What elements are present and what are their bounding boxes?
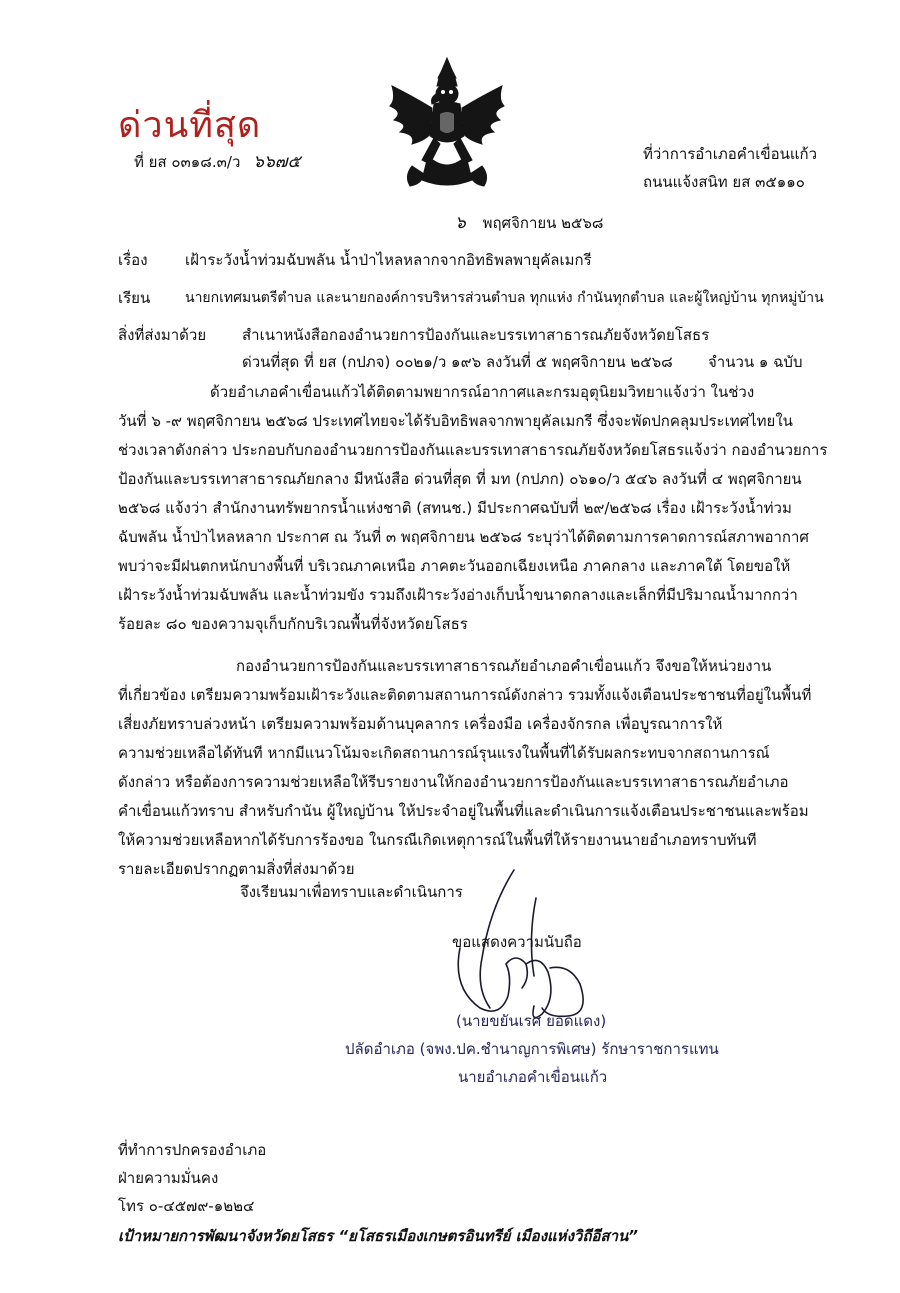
body-paragraph-1 xyxy=(118,378,848,639)
subject-label: เรื่อง xyxy=(118,251,148,269)
office-name: ที่ว่าการอำเภอคำเขื่อนแก้ว xyxy=(643,145,818,163)
paragraph-line: ให้ความช่วยเหลือหากได้รับการร้องขอ ในกรณีเกิดเหตุการณ์ในพื้นที่ให้รายงานนายอำเภอทราบทันที xyxy=(118,831,757,849)
enclosure-label: สิ่งที่ส่งมาด้วย xyxy=(118,326,207,344)
urgency-stamp: ด่วนที่สุด xyxy=(118,105,262,146)
paragraph-line: คำเขื่อนแก้วทราบ สำหรับกำนัน ผู้ใหญ่บ้าน ให้ประจำอยู่ในพื้นที่และดำเนินการแจ้งเตือนประชาชนและพร้อม xyxy=(118,802,809,820)
paragraph-line: เฝ้าระวังน้ำท่วมฉับพลัน และน้ำท่วมขัง รวมถึงเฝ้าระวังอ่างเก็บน้ำขนาดกลางและเล็กที่มีปริมาณน้ำมากกว่า xyxy=(118,586,798,604)
paragraph-line: รายละเอียดปรากฏตามสิ่งที่ส่งมาด้วย xyxy=(118,860,355,878)
regards-text: ขอแสดงความนับถือ xyxy=(452,933,582,951)
office-address: ถนนแจ้งสนิท ยส ๓๕๑๑๐ xyxy=(643,173,805,191)
footer-phone: โทร ๐-๔๕๗๙-๑๒๒๔ xyxy=(118,1197,255,1215)
paragraph-line: ร้อยละ ๘๐ ของความจุเก็บกักบริเวณพื้นที่จังหวัดยโสธร xyxy=(118,615,468,633)
footer-section: ฝ่ายความมั่นคง xyxy=(118,1169,219,1187)
paragraph-line: ช่วงเวลาดังกล่าว ประกอบกับกองอำนวยการป้องกันและบรรเทาสาธารณภัยจังหวัดยโสธรแจ้งว่า กองอำนวยการ xyxy=(118,441,828,459)
garuda-emblem-icon xyxy=(382,56,512,194)
footer-office: ที่ทำการปกครองอำเภอ xyxy=(118,1141,267,1159)
paragraph-line: ความช่วยเหลือได้ทันที หากมีแนวโน้มจะเกิดสถานการณ์รุนแรงในพื้นที่ได้รับผลกระทบจากสถานการณ์ xyxy=(118,744,770,762)
doc-number xyxy=(134,152,300,172)
paragraph-line: วันที่ ๖ -๙ พฤศจิกายน ๒๕๖๘ ประเทศไทยจะได้รับอิทธิพลจากพายุคัลเมกรี ซึ่งจะพัดปกคลุมประเทศไทยใน xyxy=(118,412,793,430)
enclosure-line1: สำเนาหนังสือกองอำนวยการป้องกันและบรรเทาสาธารณภัยจังหวัดยโสธร xyxy=(242,326,710,344)
body-paragraph-2 xyxy=(118,652,848,884)
paragraph-line: ๒๕๖๘ แจ้งว่า สำนักงานทรัพยากรน้ำแห่งชาติ (สทนช.) มีประกาศฉบับที่ ๒๙/๒๕๖๘ เรื่อง เฝ้าระวังน้ำท่วม xyxy=(118,499,792,517)
subject-text: เฝ้าระวังน้ำท่วมฉับพลัน น้ำป่าไหลหลากจากอิทธิพลพายุคัลเมกรี xyxy=(185,251,592,269)
doc-number-handwritten: ๖๖๗๕ xyxy=(253,152,301,172)
date-text: พฤศจิกายน ๒๕๖๘ xyxy=(482,214,604,232)
footer-motto: เป้าหมายการพัฒนาจังหวัดยโสธร “ยโสธรเมืองเกษตรอินทรีย์ เมืองแห่งวิถีอีสาน” xyxy=(118,1227,638,1245)
paragraph-line: ป้องกันและบรรเทาสาธารณภัยกลาง มีหนังสือ ด่วนที่สุด ที่ มท (กปภก) ๐๖๑๐/ว ๕๔๖ ลงวันที่ ๔ พฤศจิกายน xyxy=(118,470,802,488)
document-date xyxy=(455,213,604,233)
enclosure-line2: ด่วนที่สุด ที่ ยส (กปภจ) ๐๐๒๑/ว ๑๙๖ ลงวันที่ ๕ พฤศจิกายน ๒๕๖๘ xyxy=(242,353,673,371)
paragraph-line: ฉับพลัน น้ำป่าไหลหลาก ประกาศ ณ วันที่ ๓ พฤศจิกายน ๒๕๖๘ ระบุว่าได้ติดตามการคาดการณ์สภาพอากาศ xyxy=(118,528,809,546)
paragraph-line: เสี่ยงภัยทราบล่วงหน้า เตรียมความพร้อมด้านบุคลากร เครื่องมือ เครื่องจักรกล เพื่อบูรณาการให้ xyxy=(118,715,723,733)
date-handwritten: ๖ xyxy=(455,213,466,233)
doc-number-prefix: ที่ ยส ๐๓๑๘.๓/ว xyxy=(134,153,241,171)
enclosure-count: จำนวน ๑ ฉบับ xyxy=(708,353,803,371)
paragraph-line: ดังกล่าว หรือต้องการความช่วยเหลือให้รีบรายงานให้กองอำนวยการป้องกันและบรรเทาสาธารณภัยอำเภอ xyxy=(118,773,789,791)
signer-name: (นายขยันเรศ ยอดแดง) xyxy=(456,1012,607,1030)
signer-position-1: ปลัดอำเภอ (จพง.ปค.ชำนาญการพิเศษ) รักษาราชการแทน xyxy=(345,1040,719,1058)
paragraph-line: พบว่าจะมีฝนตกหนักบางพื้นที่ บริเวณภาคเหนือ ภาคตะวันออกเฉียงเหนือ ภาคกลาง และภาคใต้ โดยขอให้ xyxy=(118,557,791,575)
closing-line: จึงเรียนมาเพื่อทราบและดำเนินการ xyxy=(240,883,463,901)
signer-position-2: นายอำเภอคำเขื่อนแก้ว xyxy=(458,1068,608,1086)
recipient-label: เรียน xyxy=(118,289,151,307)
paragraph-line: กองอำนวยการป้องกันและบรรเทาสาธารณภัยอำเภอคำเขื่อนแก้ว จึงขอให้หน่วยงาน xyxy=(236,657,772,675)
recipient-text: นายกเทศมนตรีตำบล และนายกองค์การบริหารส่วนตำบล ทุกแห่ง กำนันทุกตำบล และผู้ใหญ่บ้าน ทุกหมู่บ้าน xyxy=(185,290,824,306)
paragraph-line: ด้วยอำเภอคำเขื่อนแก้วได้ติดตามพยากรณ์อากาศและกรมอุตุนิยมวิทยาแจ้งว่า ในช่วง xyxy=(210,383,755,401)
paragraph-line: ที่เกี่ยวข้อง เตรียมความพร้อมเฝ้าระวังและติดตามสถานการณ์ดังกล่าว รวมทั้งแจ้งเตือนประชาชนที่อยู่ในพื้นที่ xyxy=(118,686,812,704)
